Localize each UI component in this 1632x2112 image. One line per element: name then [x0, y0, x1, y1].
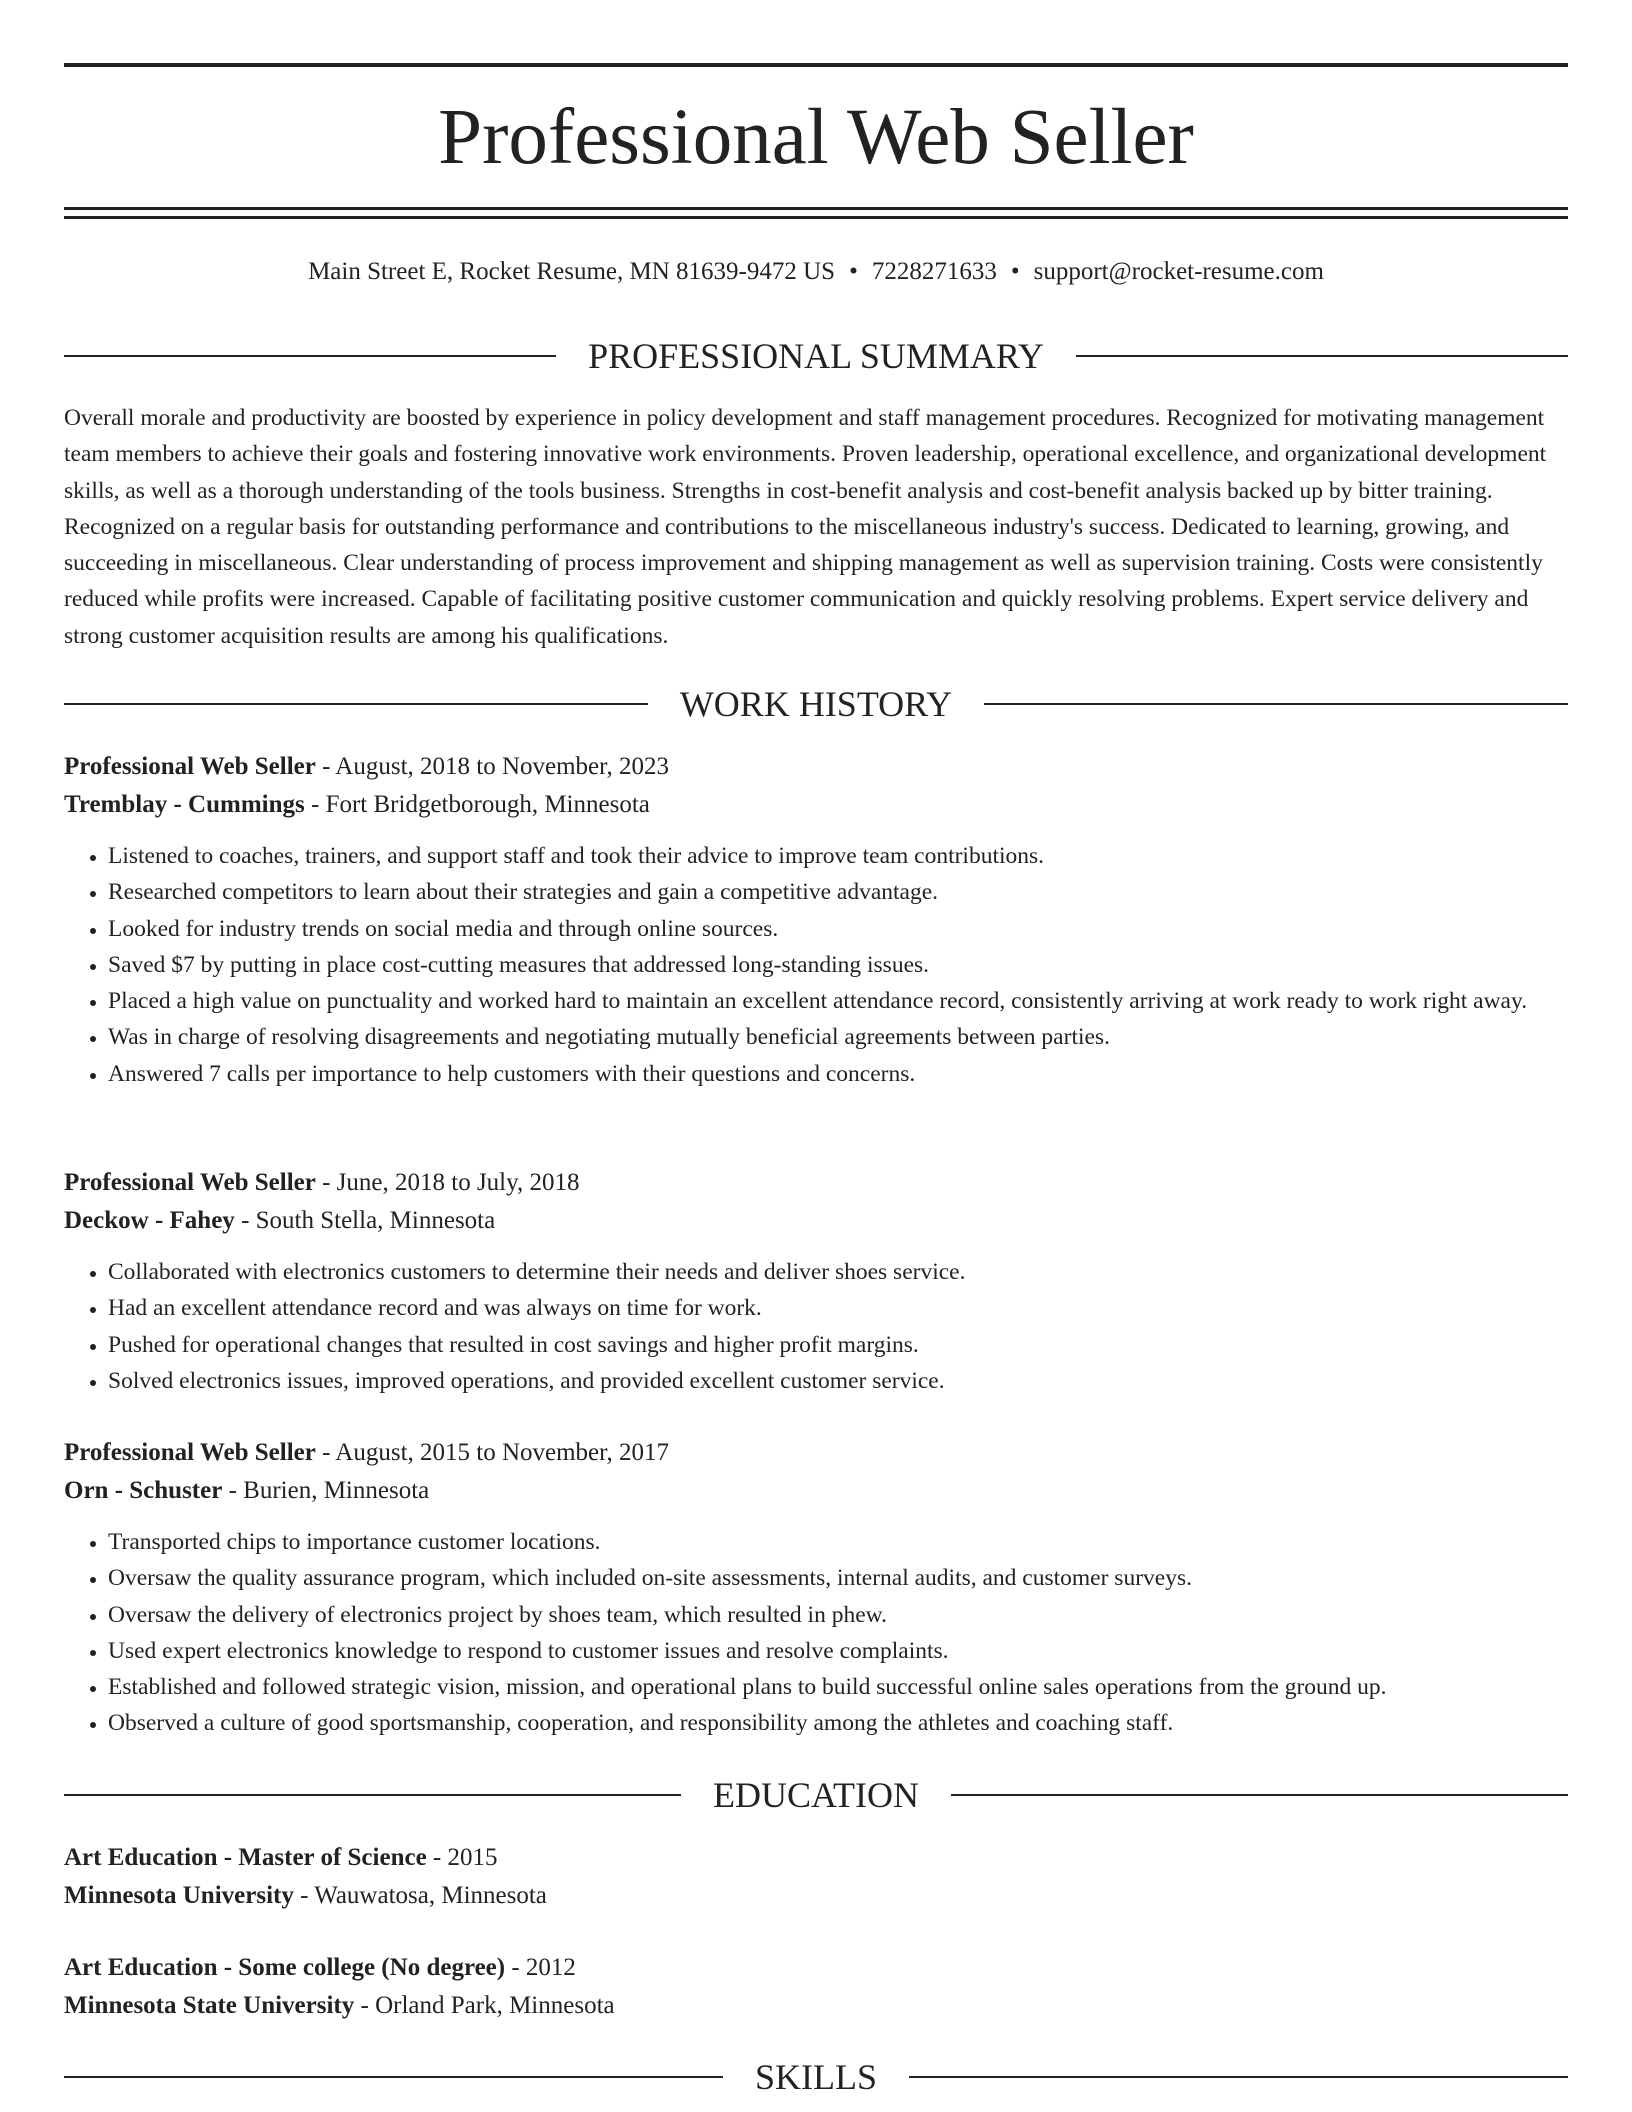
school-location: - Wauwatosa, Minnesota — [293, 1882, 547, 1909]
title-rule-upper — [64, 207, 1568, 210]
list-item: • Researched competitors to learn about their strategies and gain a competitive advantage. — [108, 874, 1568, 910]
company-location: - South Stella, Minnesota — [234, 1207, 496, 1234]
job-title: Professional Web Seller — [64, 1169, 316, 1196]
summary-text: Overall morale and productivity are boosted by experience in policy development and staff management procedures. Recognized for motivating management team members to achieve their goals and fostering innovative work environments. Proven leadership, operational excellence, and organizational development skills, as well as a thorough understanding of the tools business. Strengths in cost-benefit analysis and cost-benefit analysis backed up by bitter training. Recognized on a regular basis for outstanding performance and contributions to the miscellaneous industry's success. Dedicated to learning, growing, and succeeding in miscellaneous. Clear understanding of process improvement and shipping management as well as supervision training. Costs were consistently reduced while profits were increased. Capable of facilitating positive customer communication and quickly resolving problems. Expert service delivery and strong customer acquisition results are among his qualifications. — [64, 405, 1547, 649]
list-item: • Answered 7 calls per importance to help customers with their questions and concerns. — [108, 1056, 1568, 1092]
section-title: PROFESSIONAL SUMMARY — [588, 336, 1044, 376]
list-item: • Transported chips to importance customer locations. — [108, 1524, 1568, 1560]
list-item: • Used expert electronics knowledge to respond to customer issues and resolve complaints. — [108, 1633, 1568, 1669]
job-title-line — [64, 1164, 1568, 1202]
job-dates: - August, 2018 to November, 2023 — [315, 753, 669, 780]
heading-rule-right — [984, 703, 1568, 705]
section-heading-work — [64, 682, 1568, 726]
list-item: • Pushed for operational changes that resulted in cost savings and higher profit margins. — [108, 1327, 1568, 1363]
heading-rule-left — [64, 703, 648, 705]
school-line — [64, 1877, 1568, 1915]
top-rule — [64, 63, 1568, 67]
list-item: • Looked for industry trends on social media and through online sources. — [108, 911, 1568, 947]
heading-rule-left — [64, 2076, 723, 2078]
degree-year: - 2012 — [505, 1954, 576, 1981]
job-title: Professional Web Seller — [64, 1439, 316, 1466]
job-bullets — [64, 1524, 1568, 1742]
list-item: • Oversaw the quality assurance program, which included on-site assessments, internal audits, and customer surveys. — [108, 1560, 1568, 1596]
job-entry — [64, 748, 1568, 1092]
job-company-line — [64, 1472, 1568, 1510]
section-heading-summary — [64, 334, 1568, 378]
education-entry — [64, 1839, 1568, 1915]
job-dates: - August, 2015 to November, 2017 — [315, 1439, 669, 1466]
job-company-line — [64, 786, 1568, 824]
job-title-line — [64, 748, 1568, 786]
degree-name: Art Education - Master of Science — [64, 1844, 427, 1871]
list-item: • Placed a high value on punctuality and worked hard to maintain an excellent attendance record, consistently arriving at work ready to work right away. — [108, 983, 1568, 1019]
list-item: • Saved $7 by putting in place cost-cutting measures that addressed long-standing issues. — [108, 947, 1568, 983]
degree-line — [64, 1839, 1568, 1877]
job-entry — [64, 1164, 1568, 1399]
section-title: WORK HISTORY — [679, 684, 953, 724]
school-name: Minnesota University — [64, 1882, 294, 1909]
section-title: EDUCATION — [713, 1775, 919, 1815]
heading-rule-left — [64, 1794, 681, 1796]
company-name: Deckow - Fahey — [64, 1207, 235, 1234]
list-item: • Listened to coaches, trainers, and support staff and took their advice to improve team contributions. — [108, 838, 1568, 874]
job-entry — [64, 1434, 1568, 1742]
job-bullets — [64, 1254, 1568, 1399]
education-entry — [64, 1949, 1568, 2025]
heading-rule-right — [1076, 355, 1568, 357]
phone-text: 7228271633 — [871, 258, 997, 285]
list-item: • Solved electronics issues, improved operations, and provided excellent customer service. — [108, 1363, 1568, 1399]
list-item: • Had an excellent attendance record and was always on time for work. — [108, 1290, 1568, 1326]
contact-line — [64, 255, 1568, 289]
job-title: Professional Web Seller — [64, 753, 316, 780]
resume-title: Professional Web Seller — [438, 94, 1194, 181]
heading-rule-right — [909, 2076, 1568, 2078]
school-line — [64, 1987, 1568, 2025]
school-location: - Orland Park, Minnesota — [354, 1992, 615, 2019]
school-name: Minnesota State University — [64, 1992, 355, 2019]
job-dates: - June, 2018 to July, 2018 — [315, 1169, 580, 1196]
email-text: support@rocket-resume.com — [1033, 258, 1324, 285]
company-location: - Fort Bridgetborough, Minnesota — [304, 791, 650, 818]
degree-year: - 2015 — [426, 1844, 498, 1871]
list-item: • Collaborated with electronics customers to determine their needs and deliver shoes service. — [108, 1254, 1568, 1290]
list-item: • Was in charge of resolving disagreements and negotiating mutually beneficial agreements between parties. — [108, 1019, 1568, 1055]
company-location: - Burien, Minnesota — [222, 1477, 430, 1504]
company-name: Orn - Schuster — [64, 1477, 223, 1504]
bullet-separator: • — [849, 258, 858, 285]
title-rule-lower — [64, 216, 1568, 219]
degree-name: Art Education - Some college (No degree) — [64, 1954, 506, 1981]
address-text: Main Street E, Rocket Resume, MN 81639-9472 US — [308, 258, 836, 285]
section-heading-skills — [64, 2055, 1568, 2099]
list-item: • Oversaw the delivery of electronics project by shoes team, which resulted in phew. — [108, 1597, 1568, 1633]
list-item: • Observed a culture of good sportsmanship, cooperation, and responsibility among the athletes and coaching staff. — [108, 1705, 1568, 1741]
section-title: SKILLS — [755, 2057, 878, 2097]
section-heading-education — [64, 1773, 1568, 1817]
bullet-separator: • — [1010, 258, 1020, 285]
heading-rule-left — [64, 355, 556, 357]
job-bullets — [64, 838, 1568, 1092]
heading-rule-right — [951, 1794, 1568, 1796]
job-title-line — [64, 1434, 1568, 1472]
job-company-line — [64, 1202, 1568, 1240]
list-item: • Established and followed strategic vision, mission, and operational plans to build successful online sales operations from the ground up. — [108, 1669, 1568, 1705]
degree-line — [64, 1949, 1568, 1987]
company-name: Tremblay - Cummings — [64, 791, 305, 818]
